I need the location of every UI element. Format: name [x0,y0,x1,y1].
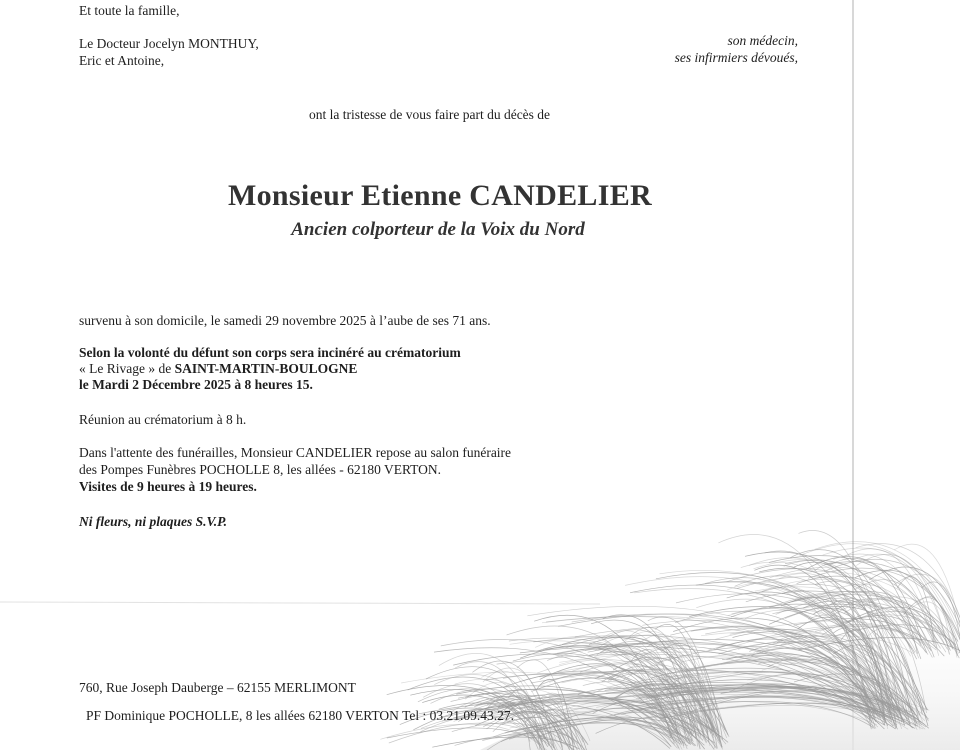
children-line: Eric et Antoine, [79,53,165,68]
horizon-line [0,602,600,604]
crematorium-name: « Le Rivage » de [79,361,175,376]
cremation-line-2 [79,362,357,376]
name-prefix: Monsieur Etienne [228,179,470,212]
no-flowers-line: Ni fleurs, ni plaques S.V.P. [79,514,228,529]
announcement-text: ont la tristesse de vous faire part du décès de [309,107,551,122]
funeral-home-line: PF Dominique POCHOLLE, 8 les allées 62180 VERTON Tel : 03.21.09.43.27. [86,708,514,723]
reunion-line: Réunion au crématorium à 8 h. [79,412,247,427]
address-line: 760, Rue Joseph Dauberge – 62155 MERLIMONT [79,680,356,695]
cremation-line-3: le Mardi 2 Décembre 2025 à 8 heures 15. [79,377,313,392]
name-surname: CANDELIER [469,179,652,212]
doctor-line: Le Docteur Jocelyn MONTHUY, [79,36,259,51]
doctor-role-line: son médecin, [727,33,798,48]
crematorium-city: SAINT-MARTIN-BOULOGNE [174,361,358,376]
nurses-line: ses infirmiers dévoués, [674,50,798,65]
deceased-role: Ancien colporteur de la Voix du Nord [291,219,585,240]
visits-line: Visites de 9 heures à 19 heures. [79,479,257,494]
deceased-name [0,181,880,211]
death-line: survenu à son domicile, le samedi 29 novembre 2025 à l’aube de ses 71 ans. [79,313,491,328]
family-line: Et toute la famille, [79,3,180,18]
cremation-line-1: Selon la volonté du défunt son corps sera incinéré au crématorium [79,345,461,360]
rest-line-1: Dans l'attente des funérailles, Monsieur CANDELIER repose au salon funéraire [79,445,512,460]
rest-line-2: des Pompes Funèbres POCHOLLE 8, les allées - 62180 VERTON. [79,462,442,477]
